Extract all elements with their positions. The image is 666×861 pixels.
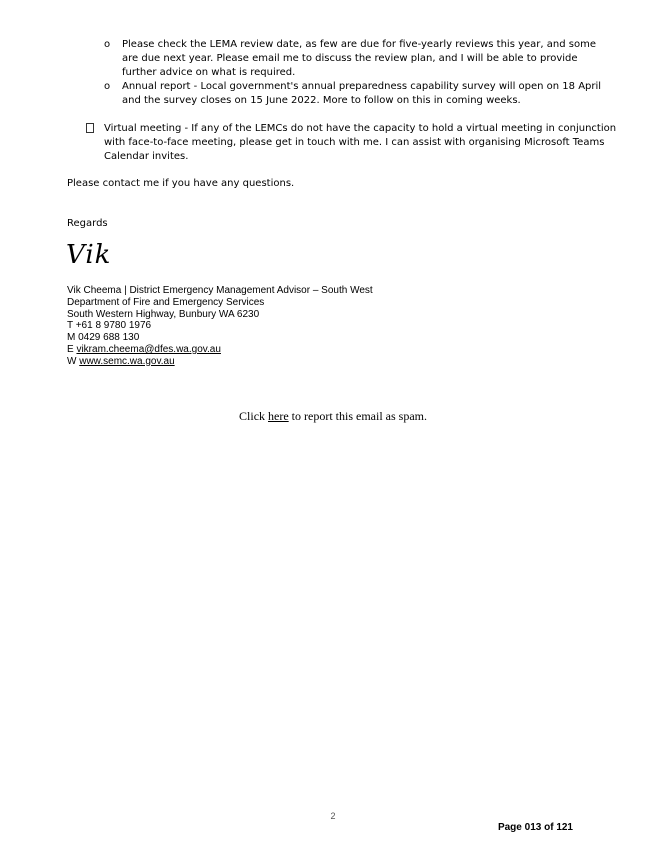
phone-prefix: T: [67, 320, 73, 332]
report-spam-link[interactable]: here: [268, 409, 289, 423]
page-number: 2: [330, 811, 336, 821]
sig-mobile-line: [67, 332, 373, 344]
square-bullet-icon: [86, 123, 94, 133]
regards-text: Regards: [67, 218, 108, 229]
bullet-text: Virtual meeting - If any of the LEMCs do not have the capacity to hold a virtual meeting in conjunction with face-to-face meeting, please get in touch with me. I can assist with organising Microsoft Teams Calendar invites.: [104, 123, 617, 162]
contact-line: Please contact me if you have any questions.: [67, 178, 295, 189]
email-link[interactable]: vikram.cheema@dfes.wa.gov.au: [76, 343, 221, 355]
sig-phone-line: [67, 320, 373, 332]
sig-department: Department of Fire and Emergency Services: [67, 296, 265, 308]
spam-notice-after: to report this email as spam.: [291, 409, 427, 423]
sig-web-line: [67, 356, 373, 368]
email-prefix: E: [67, 343, 74, 355]
website-link[interactable]: www.semc.wa.gov.au: [79, 355, 175, 367]
footer-page-count: Page 013 of 121: [497, 822, 573, 833]
sub-bullet-annual-report: [104, 80, 604, 108]
sub-bullet-lema-review: [104, 38, 604, 80]
signature-block: [67, 285, 373, 368]
web-prefix: W: [67, 355, 77, 367]
circle-bullet-icon: o: [104, 39, 111, 50]
sig-phone: +61 8 9780 1976: [75, 320, 152, 332]
sub-bullet-text: Please check the LEMA review date, as few are due for five-yearly reviews this year, and some are due next year. Please email me to discuss the review plan, and I will be able to provide further advice on what is required.: [122, 39, 596, 78]
sig-mobile: 0429 688 130: [78, 332, 140, 344]
sig-name-title: Vik Cheema | District Emergency Management Advisor – South West: [67, 285, 373, 296]
sub-bullet-text: Annual report - Local government's annual preparedness capability survey will open on 18 April and the survey closes on 15 June 2022. More to follow on this in coming weeks.: [122, 81, 602, 106]
handwritten-signature: Vik: [66, 240, 112, 270]
sig-address: South Western Highway, Bunbury WA 6230: [67, 308, 260, 320]
circle-bullet-icon: o: [104, 81, 111, 92]
sig-email-line: [67, 344, 373, 356]
spam-notice-before: Click: [239, 409, 266, 423]
bullet-virtual-meeting: [86, 122, 624, 164]
mobile-prefix: M: [67, 332, 76, 344]
spam-notice: [0, 409, 666, 424]
sub-bullet-list: [104, 38, 604, 108]
